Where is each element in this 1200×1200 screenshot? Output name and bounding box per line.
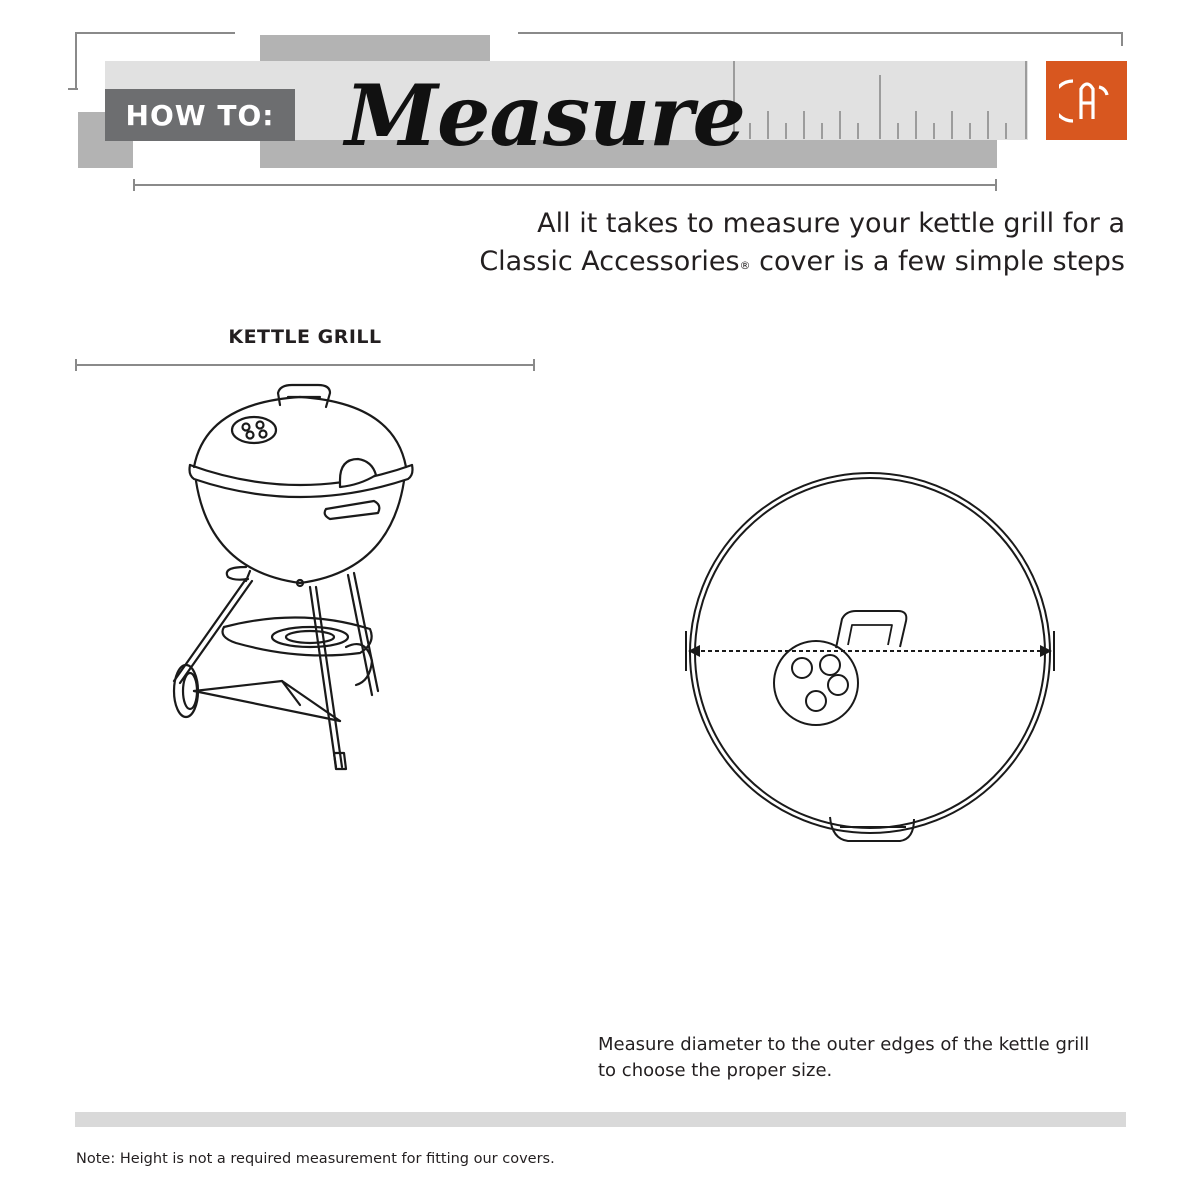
grill-outline — [690, 473, 1050, 833]
kettle-grill-side-illustration — [150, 375, 450, 785]
intro-line-2-rest: cover is a few simple steps — [750, 246, 1125, 277]
instruction-line-2: to choose the proper size. — [598, 1060, 833, 1081]
header-rule-top-right — [518, 32, 1123, 34]
intro-line-2 — [300, 243, 1125, 281]
bowl-rim — [190, 465, 412, 485]
howto-label: HOW TO: — [105, 89, 295, 141]
section-title-rule-tick-left — [75, 359, 77, 371]
lid-vent-icon — [232, 417, 276, 443]
brand-logo — [1046, 61, 1127, 140]
footer-divider-bar — [75, 1112, 1126, 1127]
vent-icon — [774, 641, 858, 725]
header-rule-left-tick — [68, 88, 78, 90]
intro-line-1: All it takes to measure your kettle grill for a — [537, 208, 1125, 239]
side-handle-icon — [325, 501, 380, 519]
registered-mark: ® — [739, 259, 751, 272]
instruction-line-1: Measure diameter to the outer edges of the kettle grill — [598, 1034, 1090, 1055]
top-handle-icon — [836, 611, 906, 648]
header-rule-bottom-tick-right — [995, 179, 997, 191]
ash-catcher — [223, 617, 372, 655]
section-title: KETTLE GRILL — [228, 326, 382, 348]
instruction-caption — [598, 1032, 1138, 1084]
ca-logo-icon — [1059, 73, 1115, 129]
lid-dome — [194, 397, 406, 467]
banner-block-top — [260, 35, 490, 61]
back-leg — [348, 575, 372, 695]
ruler-ticks — [730, 61, 1030, 141]
footer-note: Note: Height is not a required measurement for fitting our covers. — [76, 1151, 555, 1167]
section-title-rule-tick-right — [533, 359, 535, 371]
header-rule-right-vertical — [1121, 32, 1123, 46]
header-rule-bottom-tick-left — [133, 179, 135, 191]
section-title-rule — [75, 364, 535, 366]
header-rule-bottom — [133, 184, 997, 186]
bottom-handle-icon — [830, 817, 914, 841]
intro-brand: Classic Accessories — [479, 246, 740, 277]
header-rule-left-vertical — [75, 32, 77, 90]
right-leg — [310, 587, 336, 767]
intro-text — [300, 205, 1125, 281]
header-rule-top-left — [75, 32, 235, 34]
kettle-grill-top-illustration — [670, 455, 1070, 855]
page-title: Measure — [345, 66, 745, 165]
